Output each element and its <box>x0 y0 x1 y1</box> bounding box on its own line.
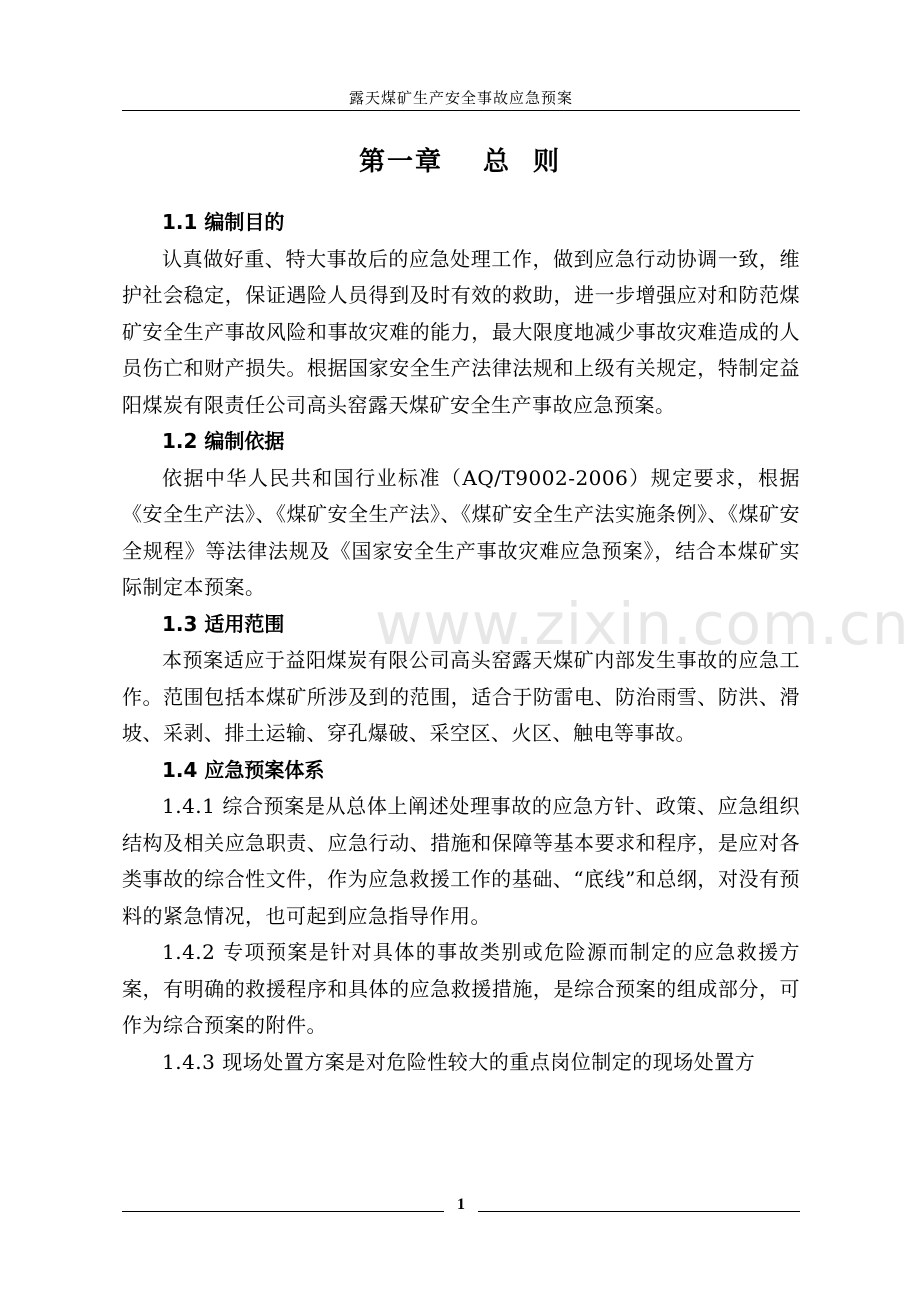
section-heading: 1.2 编制依据 <box>162 429 285 453</box>
section-paragraph: 1.4.2 专项预案是针对具体的事故类别或危险源而制定的应急救援方案，有明确的救援程序和具体的应急救援措施，是综合预案的组成部分，可作为综合预案的附件。 <box>122 940 800 1037</box>
section-heading: 1.1 编制目的 <box>162 210 285 234</box>
chapter-title <box>0 144 920 180</box>
section-paragraph: 依据中华人民共和国行业标准（AQ/T9002-2006）规定要求，根据《安全生产法》、《煤矿安全生产法》、《煤矿安全生产法实施条例》、《煤矿安全规程》等法律法规及《国家安全生产事故灾难应急预案》，结合本煤矿实际制定本预案。 <box>122 465 800 599</box>
footer-rule-right <box>478 1211 800 1212</box>
section-paragraph: 本预案适应于益阳煤炭有限公司高头窑露天煤矿内部发生事故的应急工作。范围包括本煤矿所涉及到的范围，适合于防雷电、防治雨雪、防洪、滑坡、采剥、排土运输、穿孔爆破、采空区、火区、触电等事故。 <box>122 648 800 745</box>
section-heading: 1.4 应急预案体系 <box>162 757 325 782</box>
chapter-name: 总 则 <box>482 147 562 177</box>
footer-rule-left <box>122 1211 444 1212</box>
page-header: 露天煤矿生产安全事故应急预案 <box>122 88 800 111</box>
section-paragraph: 1.4.1 综合预案是从总体上阐述处理事故的应急方针、政策、应急组织结构及相关应急职责、应急行动、措施和保障等基本要求和程序，是应对各类事故的综合性文件，作为应急救援工作的基础、“底线”和总纲，对没有预料的紧急情况，也可起到应急指导作用。 <box>122 794 800 928</box>
chapter-number: 第一章 <box>358 147 443 177</box>
page-number: 1 <box>457 1196 465 1213</box>
watermark: www.zixin.com.cn <box>375 590 910 658</box>
section-paragraph: 1.4.3 现场处置方案是对危险性较大的重点岗位制定的现场处置方 <box>162 1049 756 1074</box>
section-paragraph: 认真做好重、特大事故后的应急处理工作，做到应急行动协调一致，维护社会稳定，保证遇险人员得到及时有效的救助，进一步增强应对和防范煤矿安全生产事故风险和事故灾难的能力，最大限度地减少事故灾难造成的人员伤亡和财产损失。根据国家安全生产法律法规和上级有关规定，特制定益阳煤炭有限责任公司高头窑露天煤矿安全生产事故应急预案。 <box>122 246 800 417</box>
document-body <box>122 204 800 1080</box>
section-heading: 1.3 适用范围 <box>162 611 285 636</box>
